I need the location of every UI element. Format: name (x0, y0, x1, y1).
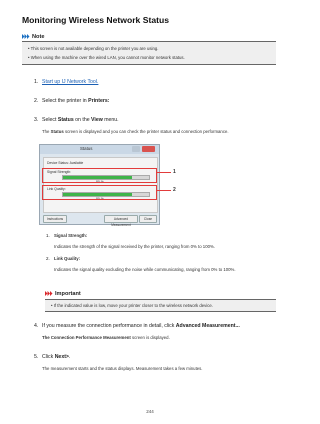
link-quality-label: Link Quality: (47, 187, 66, 191)
step-3-text: Select Status on the View menu. (42, 117, 119, 123)
important-arrows-icon (45, 291, 53, 296)
link-quality-highlight (42, 185, 157, 200)
device-status: Device Status: Available (47, 161, 84, 165)
close-button[interactable]: Close (139, 215, 157, 223)
step-number: 5. (34, 354, 39, 360)
step-2-text: Select the printer in Printers: (42, 98, 110, 104)
important-heading: Important (45, 291, 81, 297)
note-bullet: • When using the machine over the wired LAN, you cannot monitor network status. (28, 55, 185, 60)
step-number: 1. (34, 79, 39, 85)
close-icon (142, 146, 155, 152)
link-quality-heading: Link Quality: (54, 256, 81, 261)
status-window-screenshot (39, 144, 160, 225)
step-5-description: The measurement starts and the status displays. Measurement takes a few minutes. (42, 366, 203, 371)
signal-strength-heading: Signal Strength: (54, 233, 88, 238)
window-titlebar (40, 145, 159, 154)
callout-line-2 (157, 190, 171, 191)
sublist-number: 1. (46, 233, 50, 238)
step-4-description: The Connection Performance Measurement screen is displayed. (42, 335, 170, 340)
step-number: 4. (34, 323, 39, 329)
step-5-text: Click Next>. (42, 354, 71, 360)
page-number: 244 (146, 409, 154, 414)
step-4-text: If you measure the connection performance in detail, click Advanced Measurement... (42, 323, 240, 329)
signal-strength-highlight (42, 168, 157, 183)
signal-strength-label: Signal Strength: (47, 170, 72, 174)
start-ij-network-tool-link[interactable]: Start up IJ Network Tool. (42, 79, 99, 85)
signal-strength-value: 80 % (96, 180, 104, 184)
sublist-number: 2. (46, 256, 50, 261)
callout-line-1 (157, 172, 171, 173)
note-arrows-icon (22, 34, 30, 39)
step-1-text (42, 79, 98, 85)
note-heading: Note (22, 34, 44, 40)
link-quality-value: 80 % (96, 197, 104, 201)
note-bottom-rule (22, 64, 276, 65)
window-title: Status (80, 146, 93, 151)
important-bottom-rule (45, 311, 276, 312)
advanced-measurement-button[interactable]: Advanced Measurement (104, 215, 138, 223)
instructions-button[interactable]: Instructions (43, 215, 67, 223)
minimize-icon (132, 146, 140, 152)
note-bullet: • This screen is not available depending on the printer you are using. (28, 46, 159, 51)
page-title: Monitoring Wireless Network Status (22, 15, 169, 25)
signal-strength-description: Indicates the strength of the signal received by the printer, ranging from 0% to 100%. (54, 244, 215, 249)
step-number: 2. (34, 98, 39, 104)
important-bullet: • If the indicated value is low, move your printer closer to the wireless network device. (51, 303, 214, 308)
link-quality-description: Indicates the signal quality excluding the noise while communicating, ranging from 0% to 100%. (54, 267, 236, 272)
step-number: 3. (34, 117, 39, 123)
step-3-description: The Status screen is displayed and you can check the printer status and connection performance. (42, 129, 229, 134)
callout-2: 2 (173, 187, 176, 193)
callout-1: 1 (173, 169, 176, 175)
